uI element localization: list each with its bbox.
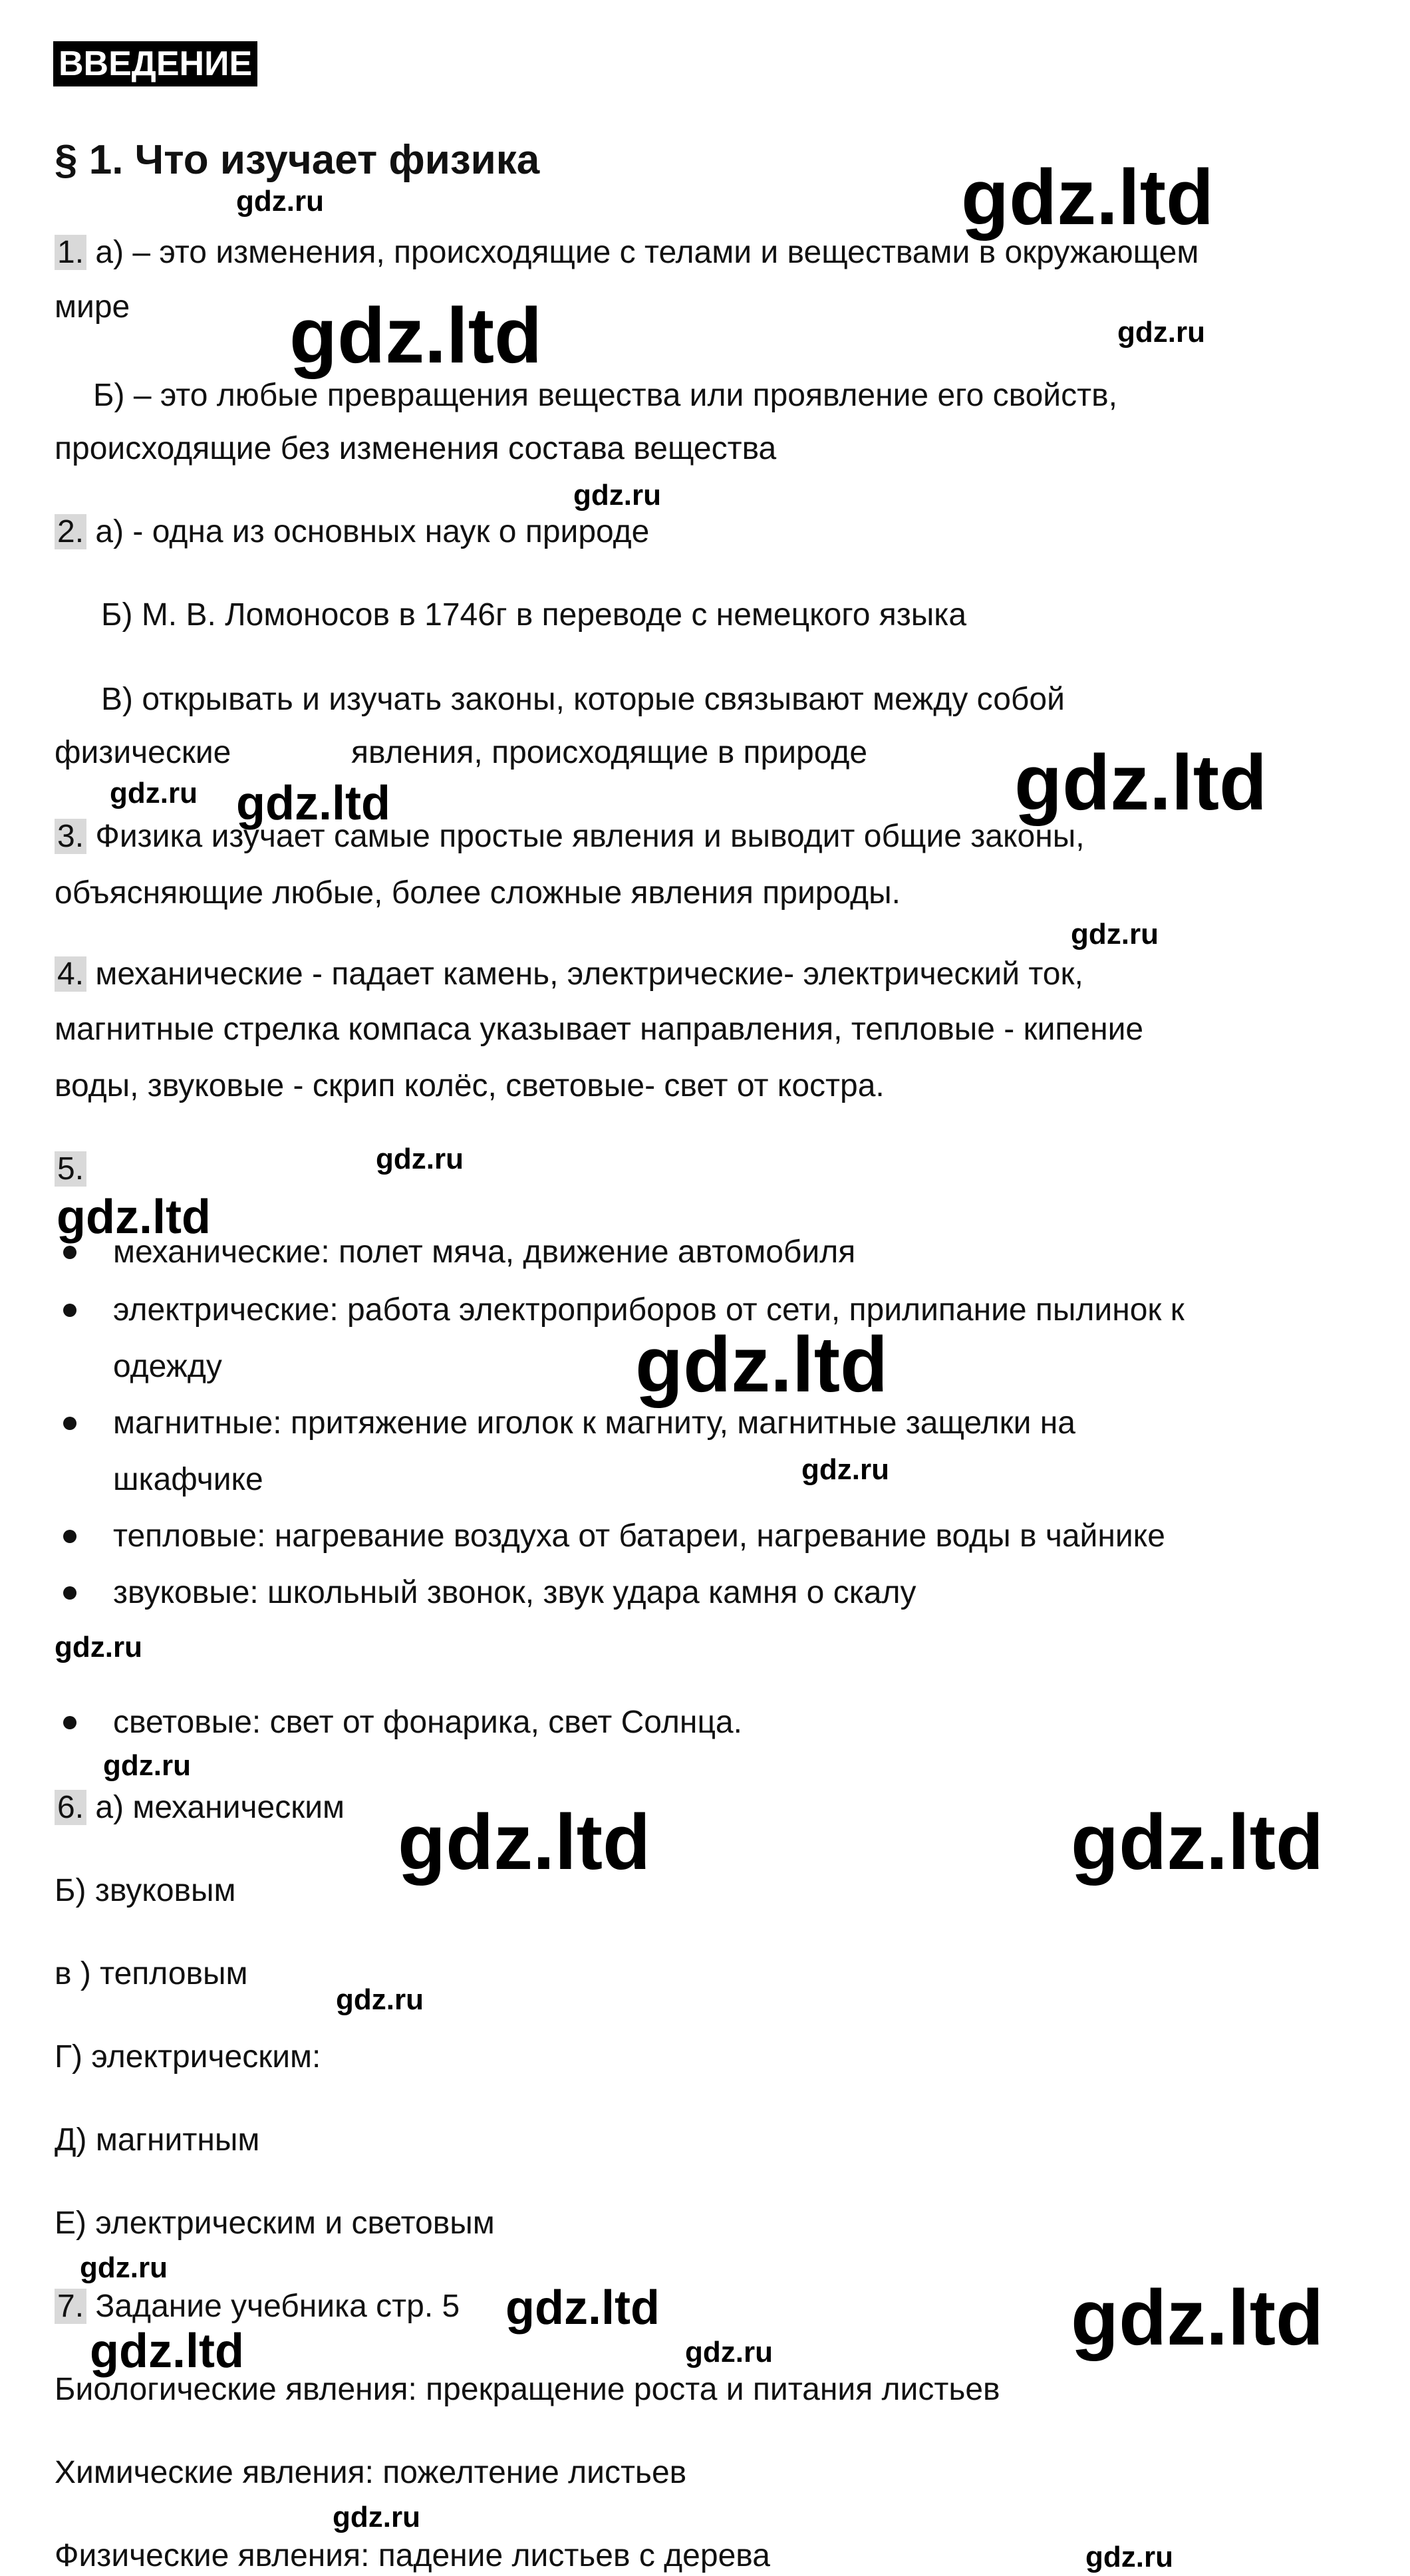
watermark-small: gdz.ru bbox=[333, 2501, 420, 2533]
question-4-line-1 bbox=[55, 954, 1083, 994]
question-7-title bbox=[55, 2287, 460, 2327]
bullet-icon bbox=[63, 1417, 76, 1430]
watermark-logo: gdz.ltd bbox=[90, 2325, 244, 2378]
list-item-electrical-cont: одежду bbox=[113, 1349, 222, 1384]
question-1-line-2: мире bbox=[55, 289, 130, 325]
watermark-small: gdz.ru bbox=[103, 1749, 191, 1782]
watermark-logo: gdz.ltd bbox=[1071, 2274, 1324, 2362]
watermark-small: gdz.ru bbox=[801, 1453, 889, 1486]
question-7-chemical: Химические явления: пожелтение листьев bbox=[55, 2455, 687, 2490]
question-6-c: в ) тепловым bbox=[55, 1956, 248, 1991]
question-3-line-1 bbox=[55, 817, 1085, 857]
list-item-sound: звуковые: школьный звонок, звук удара камня о скалу bbox=[113, 1575, 916, 1610]
question-number: 3. bbox=[55, 819, 86, 854]
question-number: 5. bbox=[55, 1151, 86, 1187]
question-6-a bbox=[55, 1788, 345, 1828]
bullet-icon bbox=[63, 1530, 76, 1543]
watermark-small: gdz.ru bbox=[110, 777, 198, 809]
watermark-logo: gdz.ltd bbox=[398, 1798, 651, 1886]
question-4-line-3: воды, звуковые - скрип колёс, световые- свет от костра. bbox=[55, 1068, 885, 1103]
watermark-small: gdz.ru bbox=[1085, 2541, 1173, 2573]
question-2-line-4b: явления, происходящие в природе bbox=[351, 735, 868, 770]
question-number: 4. bbox=[55, 956, 86, 992]
answer-text: Задание учебника стр. 5 bbox=[86, 2289, 460, 2324]
watermark-logo: gdz.ltd bbox=[505, 2281, 660, 2335]
watermark-logo: gdz.ltd bbox=[1071, 1798, 1324, 1886]
question-2-line-4a: физические bbox=[55, 735, 231, 770]
watermark-logo: gdz.ltd bbox=[635, 1321, 889, 1409]
question-number: 7. bbox=[55, 2289, 86, 2324]
watermark-small: gdz.ru bbox=[80, 2251, 168, 2284]
bullet-icon bbox=[63, 1304, 76, 1317]
question-5-number bbox=[55, 1149, 86, 1189]
question-6-f: Е) электрическим и световым bbox=[55, 2206, 495, 2241]
list-item-mechanical: механические: полет мяча, движение автомобиля bbox=[113, 1234, 856, 1270]
watermark-small: gdz.ru bbox=[376, 1143, 464, 1175]
watermark-small: gdz.ru bbox=[1071, 918, 1159, 950]
watermark-logo: gdz.ltd bbox=[236, 777, 390, 830]
list-item-thermal: тепловые: нагревание воздуха от батареи, нагревание воды в чайнике bbox=[113, 1518, 1165, 1554]
list-item-magnetic-cont: шкафчике bbox=[113, 1462, 263, 1497]
question-number: 6. bbox=[55, 1790, 86, 1825]
list-item-magnetic: магнитные: притяжение иголок к магниту, магнитные защелки на bbox=[113, 1405, 1075, 1441]
section-heading-badge: ВВЕДЕНИЕ bbox=[53, 41, 257, 86]
question-2-line-2: Б) М. В. Ломоносов в 1746г в переводе с немецкого языка bbox=[101, 597, 967, 633]
page-title: § 1. Что изучает физика bbox=[55, 137, 540, 183]
list-item-electrical: электрические: работа электроприборов от сети, прилипание пылинок к bbox=[113, 1292, 1185, 1328]
watermark-small: gdz.ru bbox=[573, 479, 661, 511]
question-4-line-2: магнитные стрелка компаса указывает направления, тепловые - кипение bbox=[55, 1012, 1144, 1047]
question-7-physical: Физические явления: падение листьев с дерева bbox=[55, 2538, 770, 2573]
watermark-logo: gdz.ltd bbox=[57, 1191, 211, 1244]
bullet-icon bbox=[63, 1716, 76, 1729]
question-7-biological: Биологические явления: прекращение роста и питания листьев bbox=[55, 2372, 1000, 2407]
question-1-line-4: происходящие без изменения состава вещества bbox=[55, 431, 777, 466]
question-3-line-2: объясняющие любые, более сложные явления природы. bbox=[55, 875, 901, 911]
question-6-e: Д) магнитным bbox=[55, 2122, 260, 2158]
watermark-logo: gdz.ltd bbox=[1014, 739, 1268, 827]
watermark-small: gdz.ru bbox=[336, 1983, 424, 2016]
question-number: 1. bbox=[55, 235, 86, 270]
answer-text: а) - одна из основных наук о природе bbox=[86, 514, 650, 549]
answer-text: а) механическим bbox=[86, 1790, 345, 1825]
question-6-d: Г) электрическим: bbox=[55, 2039, 321, 2075]
watermark-small: gdz.ru bbox=[1117, 316, 1205, 349]
watermark-small: gdz.ru bbox=[236, 185, 324, 217]
question-6-b: Б) звуковым bbox=[55, 1873, 236, 1908]
watermark-small: gdz.ru bbox=[685, 2336, 773, 2368]
answer-text: а) – это изменения, происходящие с телами и веществами в окружающем bbox=[86, 235, 1199, 270]
watermark-small: gdz.ru bbox=[55, 1631, 142, 1663]
watermark-logo: gdz.ltd bbox=[961, 154, 1214, 241]
answer-text: Физика изучает самые простые явления и выводит общие законы, bbox=[86, 819, 1085, 854]
question-number: 2. bbox=[55, 514, 86, 549]
list-item-light: световые: свет от фонарика, свет Солнца. bbox=[113, 1705, 742, 1740]
question-2-line-1 bbox=[55, 512, 649, 552]
bullet-icon bbox=[63, 1586, 76, 1600]
question-1-line-3: Б) – это любые превращения вещества или проявление его свойств, bbox=[93, 378, 1117, 413]
answer-text: механические - падает камень, электрические- электрический ток, bbox=[86, 956, 1083, 992]
watermark-logo: gdz.ltd bbox=[289, 292, 543, 380]
question-2-line-3: В) открывать и изучать законы, которые связывают между собой bbox=[101, 682, 1065, 717]
bullet-icon bbox=[63, 1246, 76, 1259]
